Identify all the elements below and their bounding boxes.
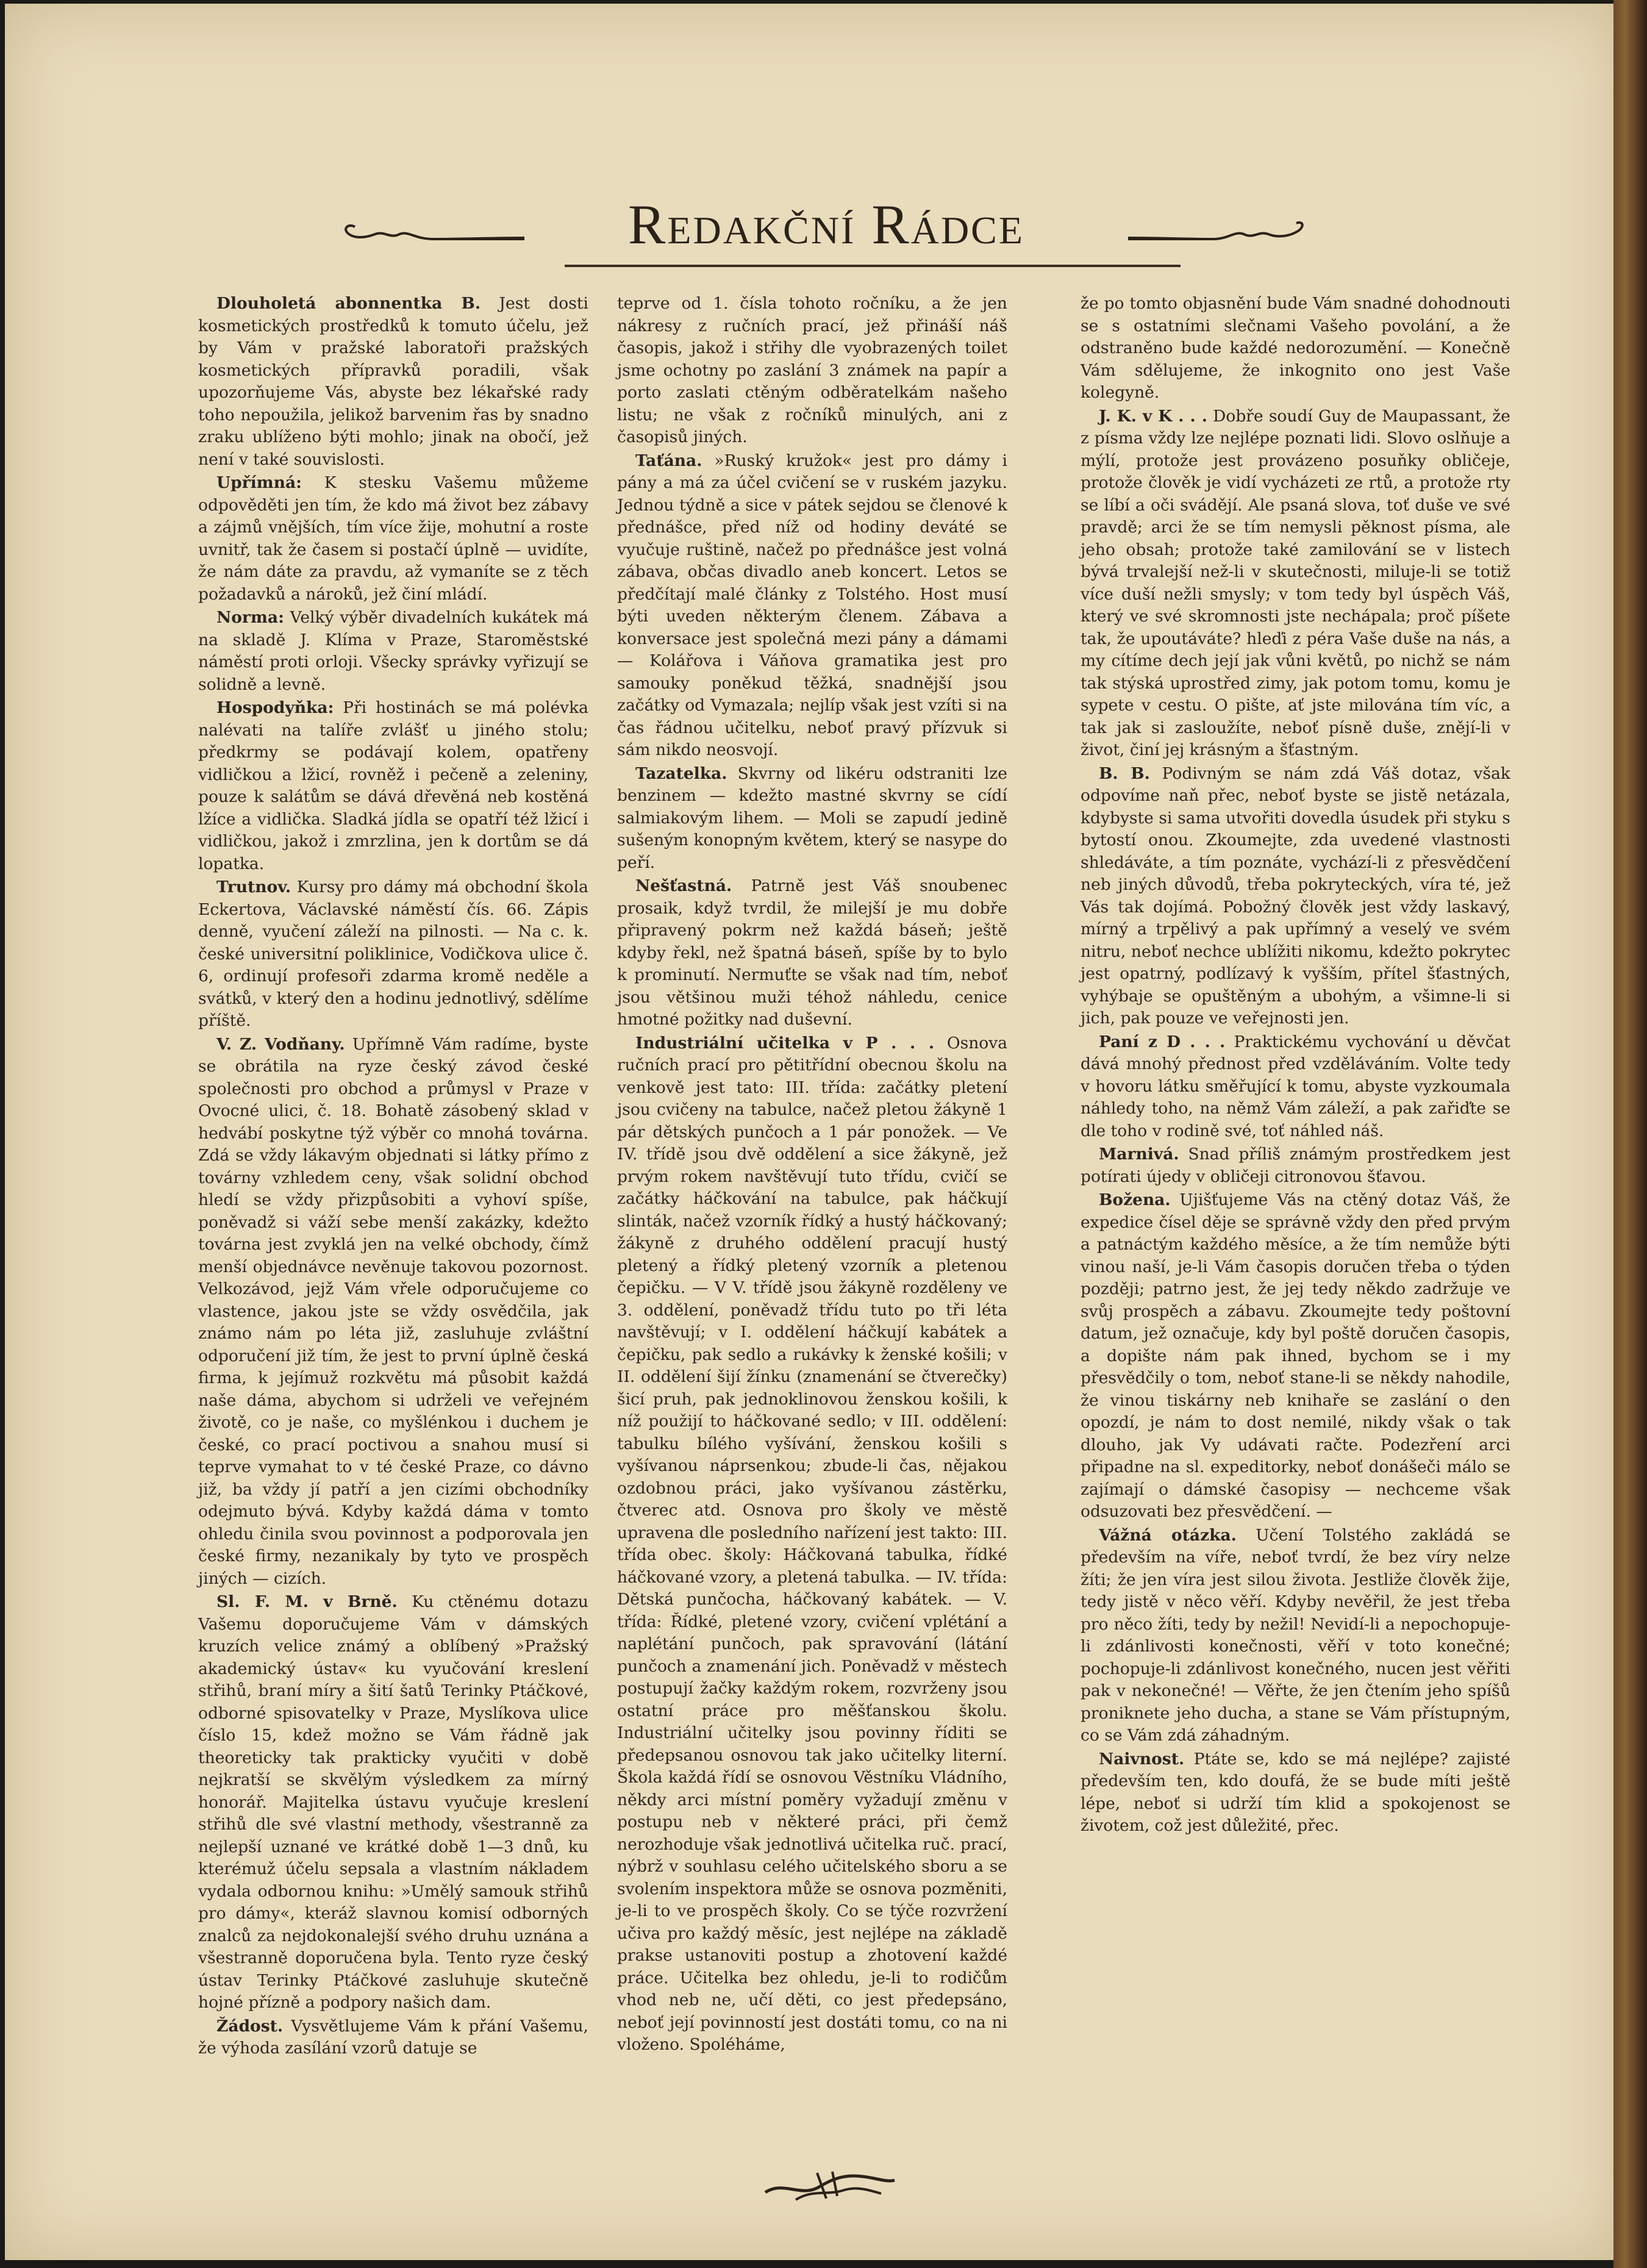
footer-ornament xyxy=(759,2162,899,2211)
answer-entry xyxy=(1081,1143,1510,1188)
addressee-name: Taťána. xyxy=(635,451,702,470)
left-swash-ornament xyxy=(341,212,531,249)
answer-entry xyxy=(1081,1525,1510,1747)
binding-edge xyxy=(1613,0,1647,2268)
addressee-name: Božena. xyxy=(1099,1190,1171,1209)
addressee-name: Industriální učitelka v P . . . xyxy=(635,1033,935,1053)
answer-text: Podivným se nám zdá Váš dotaz, však odpovíme naň přec, neboť byste se jistě netázala, kdybyste si sama utvořiti dovedla úsudek při styku s bytostí onou. Zkoumejte, zda uvedené vlastnosti shledáváte, a tím poznáte, vychází-li z přesvědčení neb jiných důvodů, třeba pokryteckých, víra té, jež Vás tak dojímá. Pobožný člověk jest vždy laskavý, mírný a trpělivý a pak upřímný a veselý ve svém nitru, neboť nechce ublížiti nikomu, kdežto pokrytec jest opatrný, podlízavý k vyšším, přítel šťastných, vyhýbaje se opuštěným a ubohým, a všimne-li si jich, pak pouze ve veřejnosti jen. xyxy=(1081,764,1510,1028)
answer-entry xyxy=(198,2016,588,2060)
header-rule xyxy=(565,265,1181,267)
addressee-name: Žádost. xyxy=(216,2016,284,2036)
column-3 xyxy=(1081,293,1510,1839)
addressee-name: Vážná otázka. xyxy=(1099,1525,1237,1545)
answer-entry xyxy=(198,607,588,696)
answer-entry xyxy=(198,293,588,471)
addressee-name: Paní z D . . . xyxy=(1099,1032,1226,1051)
answer-text: Dobře soudí Guy de Maupassant, že z písma vždy lze nejlépe poznati lidi. Slovo oslňuje a mýlí, protože jest provázeno posuňky obličeje, protože člověk je vidí vycházeti ze rtů, a protože rty se líbí a oči svádějí. Ale psaná slova, toť duše ve své pravdě; arci že se tím nemysli pěknost písma, ale jeho obsah; protože také zamilování se v listech bývá trvalejší než-li v skutečnosti, miluje-li se totiž více duší nežli smysly; v tom tedy byl úspěch Váš, který ve své skromnosti jste nechápala; proč píšete tak, že upoutáváte? hleďi z péra Vaše duše na nás, a my cítíme dech její jak vůni květů, po nichž se nám tak stýská uprostřed zimy, jak potom tomu, komu je sypete v cestu. O pište, ať jste milována tím víc, a tak jak si zasloužíte, neboť písně duše, znějí-li v život, činí jej krásným a šťastným. xyxy=(1081,406,1510,759)
answer-entry xyxy=(1081,1748,1510,1837)
column-1 xyxy=(198,293,588,2061)
addressee-name: Sl. F. M. v Brně. xyxy=(216,1592,398,1611)
answer-entry xyxy=(1081,1189,1510,1523)
right-swash-ornament xyxy=(1122,212,1311,249)
answer-text: Při hostinách se má polévka nalévati na talíře zvlášť u jiného stolu; předkrmy se podávají kolem, opatřeny vidličkou a lžicí, rovněž i pečeně a zeleniny, pouze k salátům se dává dřevěná neb kostěná lžíce a vidlička. Sladká jídla se opatří též lžicí i vidličkou, jakož i zmrzlina, jen k dortům se dá lopatka. xyxy=(198,698,588,873)
addressee-name: Nešťastná. xyxy=(635,876,732,895)
answer-text: Velký výběr divadelních kukátek má na skladě J. Klíma v Praze, Staroměstské náměstí proti orloji. Všecky správky vyřizují se solidně a levně. xyxy=(198,608,588,694)
answer-text: Upřímně Vám radíme, byste se obrátila na ryze český závod české společnosti pro obchod a průmysl v Praze v Ovocné ulici, č. 18. Bohatě zásobený sklad v hedvábí poskytne týž výběr co mnohá továrna. Zdá se vždy lákavým objednati si látky přímo z továrny vzhledem ceny, však solidní obchod hledí se vždy přizpůsobiti a vyhoví spíše, poněvadž si váží sebe menší zakázky, kdežto továrna jest zvyklá jen na velké obchody, čímž menší objednávce nevěnuje takovou pozornost. Velkozávod, jejž Vám vřele odporučujeme co vlastence, jakou jste se vždy osvědčila, jak známo nám po léta již, zasluhuje zvláštní odporučení již tím, že jest to první úplně česká firma, k jejímuž rozkvětu má působit každá naše dáma, abychom si udrželi ve veřejném životě, co je naše, co myšlénkou i duchem je české, co prací poctivou a snahou musí si teprve vymahat to v té české Praze, co dávno již, ba vždy jí patří a jen cizími obchodníky odejmuto bývá. Kdyby každá dáma v tomto ohledu činila svou povinnost a podporovala jen české firmy, nezanikaly by tyto ve prospěch jiných — cizích. xyxy=(198,1034,588,1588)
addressee-name: Hospodyňka: xyxy=(216,698,334,717)
answer-entry xyxy=(1081,293,1510,404)
answer-text: Osnova ručních prací pro pětitřídní obecnou školu na venkově jest tato: III. třída: začátky pletení jsou cvičeny na tabulce, načež pletou žákyně 1 pár dětských punčoch a 1 pár ponožek. — Ve IV. třídě jsou dvě oddělení a sice žákyně, jež prvým rokem navštěvují tuto třídu, cvičí se začátky háčkování na tabulce, pak háčkují slinták, načež vzorník řídký a hustý háčkovaný; žákyně z druhého oddělení pracují hustý pletený a řídký pletený vzorník a pletenou čepičku. — V V. třídě jsou žákyně rozděleny ve 3. oddělení, poněvadž třídu tuto po tři léta navštěvují; v I. oddělení háčkují kabátek a čepičku, pak sedlo a rukávky k ženské košili; v II. oddělení šijí žínku (znamenání se čtverečky) šicí pruh, pak jednoklinovou ženskou košili, k níž použijí to háčkované sedlo; v III. oddělení: tabulku bílého vyšívání, ženskou košili s vyšívanou náprsenkou; zbude-li čas, nějakou ozdobnou práci, jako vyšívanou zástěrku, čtverec atd. Osnova pro školy ve městě upravena dle posledního nařízení jest takto: III. třída obec. školy: Háčkovaná tabulka, řídké háčkované vzory, a pletená tabulka. — IV. třída: Dětská punčocha, háčkovaný kabátek. — V. třída: Řídké, pletené vzory, cvičení vplétání a naplétání punčoch, pak spravování (látání punčoch a znamenání jich. Poněvadž v městech postupují žačky každým rokem, rozvrženy jsou ostatní práce pro měšťanskou školu. Industriální učitelky jsou povinny říditi se předepsanou osnovou tak jako učitelky literní. Škola každá řídí se osnovou Věstníku Vládního, někdy arci místní poměry vyžadují změnu v postupu neb v některé práci, při čemž nerozhoduje však jednotlivá učitelka ruč. prací, nýbrž v souhlasu celého učitelského sboru a se svolením inspektora může se osnova pozměniti, je-li to ve prospěch školy. Co se týče rozvržení učiva pro každý měsíc, jest nejlépe na základě prakse ustanoviti postup a zhotovení každé práce. Učitelka bez ohledu, je-li to rodičům vhod neb ne, učí děti, co jest předepsáno, neboť její povinností jest dostáti tomu, co na ni vloženo. Spoléháme, xyxy=(617,1033,1007,2054)
answer-entry xyxy=(198,472,588,606)
addressee-name: Naivnost. xyxy=(1099,1749,1185,1769)
answer-entry xyxy=(617,763,1007,875)
page-header xyxy=(341,188,1311,261)
answer-text: že po tomto objasnění bude Vám snadné dohodnouti se s ostatními slečnami Vašeho povolání, a že odstraněno bude každé nedorozumění. — Konečně Vám sdělujeme, že inkognito ono jest Vaše kolegyně. xyxy=(1081,294,1510,402)
addressee-name: Dlouholetá abonnentka B. xyxy=(216,294,481,313)
answer-text: teprve od 1. čísla tohoto ročníku, a že jen nákresy z ručních prací, jež přináší náš časopis, jakož i střihy dle vyobrazených toilet jsme ochotny po zaslání 3 známek na papír a porto zaslati ctěným odběratelkám našeho listu; ne však z ročníků minulých, ani z časopisů jiných. xyxy=(617,294,1007,446)
answer-text: Jest dosti kosmetických prostředků k tomuto účelu, jež by Vám v pražské laboratoři pražských kosmetických přípravků poradili, však upozorňujeme Vás, abyste bez lékařské rady toho nepoužila, jelikož barvenim řas by snadno zraku ublíženo býti mohlo; jinak na obočí, jež není v také souvislosti. xyxy=(198,294,588,469)
answer-text: »Ruský kružok« jest pro dámy i pány a má za účel cvičení se v ruském jazyku. Jednou týdně a sice v pátek sejdou se členové k přednášce, před níž od hodiny deváté se vyučuje ruštině, načež po přednášce jest volná zábava, občas divadlo aneb koncert. Letos se předčítají malé články z Tolstého. Host musí býti uveden některým členem. Zábava a konversace jest společná mezi pány a dámami — Kolářova i Váňova gramatika jest pro samouky poněkud těžká, snadnější jsou začátky od Vymazala; nejlíp však jest vzíti si na čas řádnou učitelku, neboť pravý přízvuk si sám nikdo neosvojí. xyxy=(617,451,1007,759)
answer-text: Patrně jest Váš snoubenec prosaik, když tvrdil, že milejší je mu dobře připravený pokrm než každá báseň; ještě kdyby řekl, než špatná báseň, spíše by to bylo k prominutí. Nermuťte se však nad tím, neboť jsou většinou muži téhož náhledu, cenice hmotné požitky nad duševní. xyxy=(617,876,1007,1029)
addressee-name: V. Z. Vodňany. xyxy=(216,1034,345,1054)
answer-entry xyxy=(617,450,1007,762)
addressee-name: Trutnov. xyxy=(216,878,291,896)
answer-text: K stesku Vašemu můžeme odpověděti jen tím, že kdo má život bez zábavy a zájmů vnějších, tím více žije, mohutní a roste uvnitř, tak že časem si postačí úplně — uvidíte, že nám dáte za pravdu, až vymaníte se z těch požadavků a nároků, jež činí mládí. xyxy=(198,473,588,604)
answer-entry xyxy=(617,875,1007,1031)
answer-text: Ptáte se, kdo se má nejlépe? zajisté především ten, kdo doufá, že se bude míti ještě lépe, neboť si udrží tím klid a spokojenost se životem, což jest důležité, přec. xyxy=(1081,1749,1510,1835)
answer-entry xyxy=(617,293,1007,449)
answer-entry xyxy=(1081,1031,1510,1143)
page-title: Redakční Rádce xyxy=(628,193,1024,256)
answer-text: Ku ctěnému dotazu Vašemu doporučujeme Vám v dámských kruzích velice známý a oblíbený »Pražský akademický ústav« ku vyučování kreslení střihů, braní míry a šití šatů Terinky Ptáčkové, odborné spisovatelky v Praze, Myslíkova ulice číslo 15, kdež možno se Vám řádně jak theoreticky tak prakticky vyučiti v době nejkratší se skvělým výsledkem za mírný honorář. Majitelka ústavu vyučuje kreslení střihů dle své vlastní methody, všestranně za nejlepší uznané ve krátké době 1—3 dnů, ku kterémuž účelu sepsala a vlastním nákladem vydala odbornou knihu: »Umělý samouk střihů pro dámy«, kteráž slavnou komisí odborných znalců za nejdokonalejší svého druhu uznána a všestranně doporučena byla. Tento ryze český ústav Terinky Ptáčkové zasluhuje skutečně hojné přízně a podpory našich dam. xyxy=(198,1592,588,2012)
answer-text: Kursy pro dámy má obchodní škola Eckertova, Václavské náměstí čís. 66. Zápis denně, vyučení záleží na pilnosti. — Na c. k. české universitní poliklinice, Vodičkova ulice č. 6, ordinují profesoři zdarma kromě neděle a svátků, v který den a hodinu jednotlivý, sdělíme příště. xyxy=(198,878,588,1030)
column-2 xyxy=(617,293,1007,2058)
answer-text: Vysvětlujeme Vám k přání Vašemu, že výhoda zasílání vzorů datuje se xyxy=(198,2016,588,2058)
answer-entry xyxy=(198,1591,588,2014)
addressee-name: Upřímná: xyxy=(216,473,302,492)
answer-entry xyxy=(198,1034,588,1590)
addressee-name: Norma: xyxy=(216,608,284,627)
answer-text: Učení Tolstého zakládá se především na víře, neboť tvrdí, že bez víry nelze žíti; že jen víra jest silou života. Jestliže člověk žije, tedy jistě v něco věří. Kdyby nevěřil, že jest třeba pro něco žíti, tedy by nežil! Nevidí-li a nepochopuje-li zdánlivosti konečnosti, věří v toto konečné; pochopuje-li zdánlivost konečného, nucen jest věřiti pak v nekonečné! — Věřte, že jen čtením jeho spíšů proniknete jeho ducha, a stane se Vám přístupným, co se Vám zdá záhadným. xyxy=(1081,1525,1510,1745)
answer-text: Praktickému vychování u děvčat dává mnohý přednost před vzděláváním. Volte tedy v hovoru látku směřující k tomu, abyste vyzkoumala náhledy toho, na němž Vám záleží, a pak zařiďte se dle toho v rodině své, toť náhled náš. xyxy=(1081,1032,1510,1140)
addressee-name: Tazatelka. xyxy=(635,764,727,783)
answer-entry xyxy=(198,697,588,875)
answer-text: Ujišťujeme Vás na ctěný dotaz Váš, že expedice čísel děje se správně vždy den před prvým a patnáctým každého měsíce, a že tím nemůže býti vinou naší, je-li Vám časopis doručen třeba o týden později; patrno jest, že jej tedy někdo zadržuje ve svůj prospěch a zábavu. Zkoumejte tedy poštovní datum, jež označuje, kdy byl poště doručen časopis, a dopište nám pak ihned, bychom se i my přesvědčily o tom, neboť stane-li se někdy nahodile, že vinou tiskárny neb knihaře se zaslání o den opozdí, je nám to dost nemilé, nikdy však o tak dlouho, jak Vy udávati račte. Podezření arci připadne na sl. expeditorky, neboť donášeči málo se zajímají o dámské časopisy — nechceme však odsuzovati bez přesvědčení. — xyxy=(1081,1190,1510,1521)
addressee-name: Marnivá. xyxy=(1099,1145,1179,1164)
answer-entry xyxy=(1081,763,1510,1030)
answer-text: Snad příliš známým prostředkem jest potírati újedy v obličeji citronovou šťavou. xyxy=(1081,1145,1510,1186)
answer-entry xyxy=(198,876,588,1032)
answer-entry xyxy=(1081,406,1510,762)
answer-entry xyxy=(617,1032,1007,2056)
addressee-name: B. B. xyxy=(1099,764,1150,783)
answer-text: Skvrny od likéru odstraniti lze benzinem — kdežto mastné skvrny se cídí salmiakovým lihem. — Moli se zapudí jedině sušeným konopným květem, který se nasype do peří. xyxy=(617,764,1007,872)
addressee-name: J. K. v K . . . xyxy=(1099,406,1207,426)
